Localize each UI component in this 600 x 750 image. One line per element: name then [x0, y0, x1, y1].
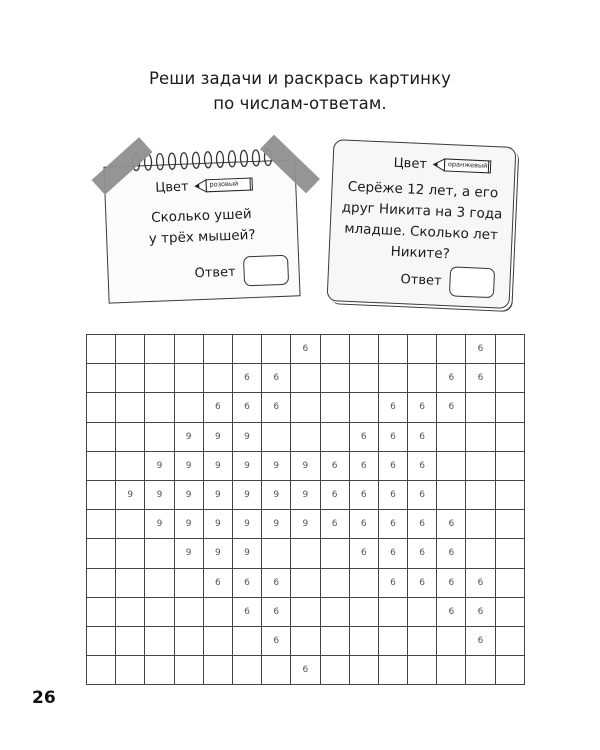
- grid-cell[interactable]: [350, 364, 379, 393]
- grid-cell[interactable]: 6: [291, 335, 320, 364]
- grid-cell[interactable]: [496, 481, 525, 510]
- grid-cell[interactable]: [87, 539, 116, 568]
- grid-cell[interactable]: 6: [466, 598, 495, 627]
- grid-cell[interactable]: 6: [437, 364, 466, 393]
- grid-cell[interactable]: 6: [437, 510, 466, 539]
- grid-cell[interactable]: 6: [262, 364, 291, 393]
- grid-cell[interactable]: [321, 393, 350, 422]
- grid-cell[interactable]: [496, 393, 525, 422]
- grid-cell[interactable]: 6: [408, 569, 437, 598]
- grid-cell[interactable]: [379, 598, 408, 627]
- question-2-line-4: Никите?: [390, 243, 451, 263]
- grid-cell[interactable]: 6: [437, 598, 466, 627]
- grid-cell[interactable]: [350, 627, 379, 656]
- grid-cell[interactable]: 6: [379, 539, 408, 568]
- grid-cell[interactable]: 6: [350, 423, 379, 452]
- grid-cell[interactable]: 9: [291, 452, 320, 481]
- grid-cell[interactable]: [175, 627, 204, 656]
- grid-cell[interactable]: [466, 393, 495, 422]
- crayon-label: оранжевый: [447, 160, 488, 170]
- grid-cell[interactable]: 6: [262, 569, 291, 598]
- grid-cell[interactable]: 9: [175, 510, 204, 539]
- answer-label-1: Ответ: [194, 264, 236, 281]
- grid-cell[interactable]: [321, 539, 350, 568]
- grid-cell[interactable]: 9: [116, 481, 145, 510]
- grid-cell[interactable]: 6: [379, 510, 408, 539]
- grid-cell[interactable]: [233, 627, 262, 656]
- answer-row-1: [194, 255, 289, 289]
- coloring-grid: [86, 334, 525, 685]
- grid-cell[interactable]: [496, 452, 525, 481]
- grid-cell[interactable]: [321, 423, 350, 452]
- grid-cell[interactable]: [379, 335, 408, 364]
- grid-cell[interactable]: 6: [437, 393, 466, 422]
- grid-cell[interactable]: [175, 598, 204, 627]
- grid-cell[interactable]: [145, 598, 174, 627]
- crayon-label: розовый: [209, 179, 239, 189]
- grid-cell[interactable]: [350, 335, 379, 364]
- grid-cell[interactable]: 6: [408, 510, 437, 539]
- title-line-2: по числам-ответам.: [213, 94, 387, 113]
- grid-cell[interactable]: [496, 598, 525, 627]
- grid-cell[interactable]: [437, 423, 466, 452]
- page-title: [0, 66, 600, 116]
- grid-cell[interactable]: [145, 569, 174, 598]
- grid-cell[interactable]: [437, 452, 466, 481]
- grid-cell[interactable]: 9: [204, 423, 233, 452]
- grid-cell[interactable]: [466, 452, 495, 481]
- grid-cell[interactable]: 6: [466, 364, 495, 393]
- grid-cell[interactable]: [262, 335, 291, 364]
- grid-cell[interactable]: [379, 656, 408, 685]
- problem-card-2: [327, 139, 517, 309]
- grid-cell[interactable]: [116, 656, 145, 685]
- grid-cell[interactable]: [496, 510, 525, 539]
- title-line-1: Реши задачи и раскрась картинку: [148, 69, 451, 88]
- color-line-1: [155, 176, 257, 196]
- grid-cell[interactable]: [350, 656, 379, 685]
- color-line-2: [393, 155, 495, 175]
- grid-cell[interactable]: [116, 393, 145, 422]
- grid-cell[interactable]: [408, 364, 437, 393]
- grid-cell[interactable]: [262, 423, 291, 452]
- grid-cell[interactable]: [321, 598, 350, 627]
- grid-cell[interactable]: [87, 423, 116, 452]
- question-2-line-2: друг Никита на 3 года: [341, 199, 503, 223]
- grid-cell[interactable]: [321, 656, 350, 685]
- grid-cell[interactable]: [87, 510, 116, 539]
- grid-cell[interactable]: [262, 656, 291, 685]
- grid-cell[interactable]: [116, 598, 145, 627]
- grid-cell[interactable]: 6: [408, 423, 437, 452]
- grid-cell[interactable]: [87, 598, 116, 627]
- grid-cell[interactable]: 9: [291, 481, 320, 510]
- question-2-line-3: младше. Сколько лет: [344, 220, 499, 244]
- grid-cell[interactable]: 6: [379, 423, 408, 452]
- grid-cell[interactable]: 9: [262, 481, 291, 510]
- grid-cell[interactable]: [116, 627, 145, 656]
- grid-cell[interactable]: [145, 393, 174, 422]
- grid-cell[interactable]: [116, 423, 145, 452]
- grid-cell[interactable]: [145, 656, 174, 685]
- grid-cell[interactable]: [496, 335, 525, 364]
- grid-cell[interactable]: 6: [379, 569, 408, 598]
- grid-cell[interactable]: [291, 423, 320, 452]
- grid-cell[interactable]: [321, 335, 350, 364]
- grid-cell[interactable]: 6: [350, 539, 379, 568]
- grid-cell[interactable]: [437, 335, 466, 364]
- grid-cell[interactable]: [116, 569, 145, 598]
- color-word: Цвет: [393, 155, 428, 172]
- grid-cell[interactable]: [350, 598, 379, 627]
- grid-cell[interactable]: [379, 627, 408, 656]
- grid-cell[interactable]: [350, 393, 379, 422]
- grid-cell[interactable]: 6: [466, 627, 495, 656]
- grid-cell[interactable]: 9: [233, 510, 262, 539]
- grid-cell[interactable]: [408, 656, 437, 685]
- grid-cell[interactable]: [87, 569, 116, 598]
- grid-cell[interactable]: 9: [175, 452, 204, 481]
- grid-cell[interactable]: 9: [204, 510, 233, 539]
- grid-cell[interactable]: [408, 627, 437, 656]
- grid-cell[interactable]: [87, 627, 116, 656]
- grid-cell[interactable]: [466, 481, 495, 510]
- grid-cell[interactable]: [379, 364, 408, 393]
- grid-cell[interactable]: [496, 627, 525, 656]
- grid-cell[interactable]: 6: [321, 510, 350, 539]
- grid-cell[interactable]: [321, 569, 350, 598]
- grid-cell[interactable]: [204, 364, 233, 393]
- grid-cell[interactable]: [233, 656, 262, 685]
- grid-cell[interactable]: [116, 335, 145, 364]
- grid-cell[interactable]: 9: [291, 510, 320, 539]
- grid-cell[interactable]: 6: [233, 364, 262, 393]
- grid-cell[interactable]: [408, 598, 437, 627]
- question-1-line-1: Сколько ушей: [150, 206, 252, 226]
- grid-cell[interactable]: 6: [291, 656, 320, 685]
- grid-cell[interactable]: [233, 335, 262, 364]
- grid-cell[interactable]: [175, 569, 204, 598]
- grid-cell[interactable]: 6: [379, 452, 408, 481]
- grid-cell[interactable]: 9: [145, 452, 174, 481]
- grid-cell[interactable]: [496, 423, 525, 452]
- grid-cell[interactable]: 9: [204, 452, 233, 481]
- grid-cell[interactable]: [145, 627, 174, 656]
- grid-cell[interactable]: [87, 452, 116, 481]
- grid-cell[interactable]: [437, 656, 466, 685]
- grid-cell[interactable]: 9: [204, 481, 233, 510]
- grid-cell[interactable]: 6: [466, 335, 495, 364]
- crayon-icon: [433, 156, 496, 175]
- grid-cell[interactable]: [291, 364, 320, 393]
- grid-cell[interactable]: [116, 510, 145, 539]
- grid-cell[interactable]: 9: [204, 539, 233, 568]
- grid-cell[interactable]: [204, 335, 233, 364]
- grid-cell[interactable]: 6: [233, 569, 262, 598]
- grid-cell[interactable]: [87, 393, 116, 422]
- question-1-line-2: у трёх мышей?: [148, 226, 256, 248]
- grid-cell[interactable]: [116, 452, 145, 481]
- question-2: [329, 176, 513, 268]
- grid-cell[interactable]: [466, 423, 495, 452]
- grid-cell[interactable]: [466, 539, 495, 568]
- grid-cell[interactable]: 9: [145, 481, 174, 510]
- grid-cell[interactable]: [87, 656, 116, 685]
- grid-cell[interactable]: [408, 335, 437, 364]
- grid-cell[interactable]: [291, 393, 320, 422]
- grid-cell[interactable]: [496, 569, 525, 598]
- grid-cell[interactable]: 6: [321, 452, 350, 481]
- grid-cell[interactable]: [291, 598, 320, 627]
- grid-cell[interactable]: 6: [466, 569, 495, 598]
- answer-label-2: Ответ: [400, 271, 442, 289]
- grid-cell[interactable]: [145, 539, 174, 568]
- grid-cell[interactable]: 9: [175, 481, 204, 510]
- grid-cell[interactable]: [175, 364, 204, 393]
- grid-cell[interactable]: 6: [262, 598, 291, 627]
- grid-cell[interactable]: [321, 364, 350, 393]
- grid-cell[interactable]: [291, 627, 320, 656]
- grid-cell[interactable]: [496, 364, 525, 393]
- grid-cell[interactable]: 6: [262, 627, 291, 656]
- grid-cell[interactable]: [175, 393, 204, 422]
- grid-cell[interactable]: [175, 656, 204, 685]
- grid-cell[interactable]: 9: [145, 510, 174, 539]
- grid-cell[interactable]: [496, 656, 525, 685]
- grid-cell[interactable]: 6: [408, 481, 437, 510]
- answer-row-2: [400, 264, 495, 298]
- grid-cell[interactable]: [262, 539, 291, 568]
- grid-cell[interactable]: 9: [233, 481, 262, 510]
- grid-cell[interactable]: [145, 423, 174, 452]
- grid-cell[interactable]: 6: [350, 481, 379, 510]
- answer-box-1[interactable]: [243, 255, 289, 287]
- grid-cell[interactable]: [466, 656, 495, 685]
- grid-cell[interactable]: 9: [233, 452, 262, 481]
- grid-cell[interactable]: 6: [204, 569, 233, 598]
- grid-cell[interactable]: [350, 569, 379, 598]
- grid-cell[interactable]: [496, 539, 525, 568]
- grid-cell[interactable]: 6: [350, 510, 379, 539]
- grid-cell[interactable]: [116, 539, 145, 568]
- color-word: Цвет: [154, 178, 189, 196]
- grid-cell[interactable]: [116, 364, 145, 393]
- answer-box-2[interactable]: [449, 266, 495, 298]
- grid-cell[interactable]: 9: [175, 539, 204, 568]
- grid-cell[interactable]: 6: [350, 452, 379, 481]
- grid-cell[interactable]: 6: [233, 393, 262, 422]
- grid-cell[interactable]: [291, 569, 320, 598]
- grid-cell[interactable]: 6: [408, 539, 437, 568]
- grid-cell[interactable]: 6: [437, 539, 466, 568]
- grid-cell[interactable]: [321, 627, 350, 656]
- grid-cell[interactable]: 9: [262, 510, 291, 539]
- grid-cell[interactable]: [437, 627, 466, 656]
- grid-cell[interactable]: 6: [408, 393, 437, 422]
- grid-cell[interactable]: [87, 481, 116, 510]
- grid-cell[interactable]: 9: [175, 423, 204, 452]
- grid-cell[interactable]: 6: [379, 481, 408, 510]
- grid-cell[interactable]: [87, 364, 116, 393]
- question-1: [106, 202, 297, 251]
- grid-cell[interactable]: 6: [204, 393, 233, 422]
- grid-cell[interactable]: [291, 539, 320, 568]
- grid-cell[interactable]: 9: [233, 423, 262, 452]
- grid-cell[interactable]: [204, 627, 233, 656]
- page-number: 26: [32, 688, 56, 708]
- grid-cell[interactable]: [145, 364, 174, 393]
- grid-cell[interactable]: 6: [379, 393, 408, 422]
- grid-cell[interactable]: [175, 335, 204, 364]
- grid-cell[interactable]: [437, 481, 466, 510]
- grid-cell[interactable]: [87, 335, 116, 364]
- grid-cell[interactable]: 6: [262, 393, 291, 422]
- grid-cell[interactable]: 9: [233, 539, 262, 568]
- problem-card-1: [103, 159, 300, 303]
- grid-cell[interactable]: 6: [408, 452, 437, 481]
- grid-cell[interactable]: 6: [437, 569, 466, 598]
- grid-cell[interactable]: [204, 598, 233, 627]
- crayon-icon: [194, 176, 257, 194]
- grid-cell[interactable]: 9: [262, 452, 291, 481]
- grid-cell[interactable]: 6: [233, 598, 262, 627]
- question-2-line-1: Серёже 12 лет, а его: [347, 178, 499, 202]
- grid-cell[interactable]: [145, 335, 174, 364]
- grid-cell[interactable]: [204, 656, 233, 685]
- grid-cell[interactable]: [466, 510, 495, 539]
- grid-cell[interactable]: 6: [321, 481, 350, 510]
